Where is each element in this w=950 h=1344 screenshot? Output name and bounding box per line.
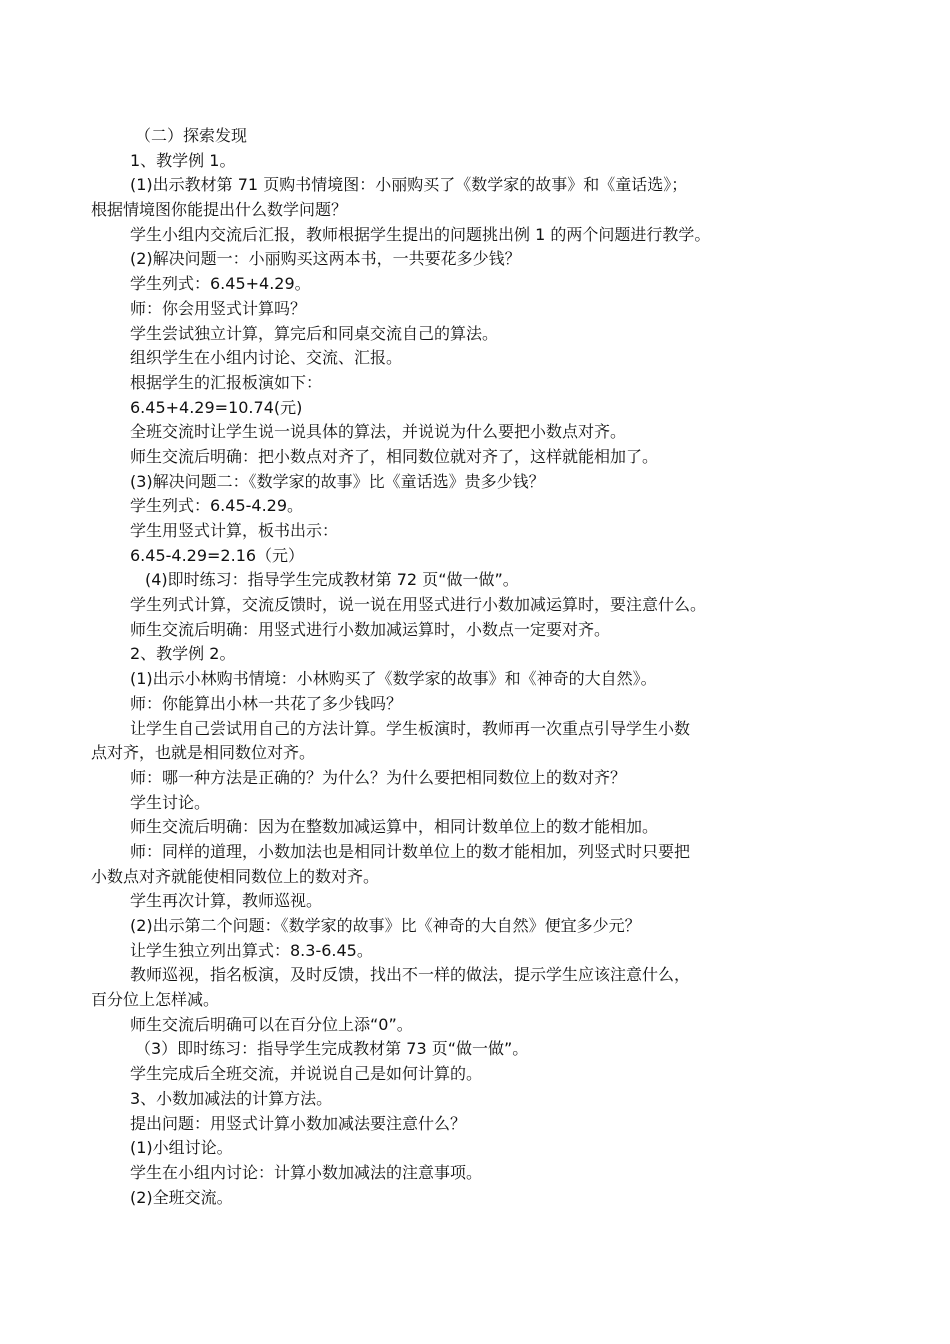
document-body bbox=[91, 124, 811, 1210]
paragraph-line: (1)出示教材第 71 页购书情境图：小丽购买了《数学家的故事》和《童话选》； bbox=[130, 175, 688, 195]
paragraph-line: 小数点对齐就能使相同数位上的数对齐。 bbox=[91, 866, 380, 886]
paragraph-line: 让学生独立列出算式：8.3-6.45。 bbox=[130, 940, 373, 960]
paragraph-line: 师：同样的道理，小数加法也是相同计数单位上的数才能相加，列竖式时只要把 bbox=[130, 841, 691, 861]
paragraph-line: 师生交流后明确可以在百分位上添“0”。 bbox=[130, 1014, 413, 1034]
paragraph-line: (1)出示小林购书情境：小林购买了《数学家的故事》和《神奇的大自然》。 bbox=[130, 669, 657, 689]
paragraph-line: （3）即时练习：指导学生完成教材第 73 页“做一做”。 bbox=[135, 1039, 529, 1059]
paragraph-line: (4)即时练习：指导学生完成教材第 72 页“做一做”。 bbox=[145, 570, 519, 590]
paragraph-line: 学生小组内交流后汇报，教师根据学生提出的问题挑出例 1 的两个问题进行教学。 bbox=[130, 224, 711, 244]
paragraph-line: 师生交流后明确：把小数点对齐了，相同数位就对齐了，这样就能相加了。 bbox=[130, 446, 659, 466]
paragraph-line: 组织学生在小组内讨论、交流、汇报。 bbox=[130, 348, 403, 368]
paragraph-line: (2)解决问题一：小丽购买这两本书，一共要花多少钱？ bbox=[130, 249, 521, 269]
paragraph-line: 让学生自己尝试用自己的方法计算。学生板演时，教师再一次重点引导学生小数 bbox=[130, 718, 691, 738]
paragraph-line: (3)解决问题二：《数学家的故事》比《童话选》贵多少钱？ bbox=[130, 471, 545, 491]
paragraph-line: 学生用竖式计算，板书出示： bbox=[130, 521, 339, 540]
paragraph-line: (2)出示第二个问题：《数学家的故事》比《神奇的大自然》便宜多少元？ bbox=[130, 916, 641, 935]
paragraph-line: (1)小组讨论。 bbox=[130, 1138, 233, 1158]
paragraph-line: 学生列式：6.45+4.29。 bbox=[130, 274, 311, 294]
paragraph-line: 师：你能算出小林一共花了多少钱吗？ bbox=[130, 693, 403, 713]
paragraph-line: 学生在小组内讨论：计算小数加减法的注意事项。 bbox=[130, 1162, 483, 1182]
paragraph-line: 学生讨论。 bbox=[130, 792, 211, 812]
paragraph-line: 根据学生的汇报板演如下： bbox=[130, 372, 323, 392]
paragraph-line: 学生列式计算，交流反馈时，说一说在用竖式进行小数加减运算时，要注意什么。 bbox=[130, 595, 707, 615]
paragraph-line: 教师巡视，指名板演，及时反馈，找出不一样的做法，提示学生应该注意什么， bbox=[130, 965, 691, 985]
subsection-heading: 3、小数加减法的计算方法。 bbox=[130, 1088, 333, 1108]
subsection-heading: 2、教学例 2。 bbox=[130, 644, 236, 664]
paragraph-line: 全班交流时让学生说一说具体的算法，并说说为什么要把小数点对齐。 bbox=[130, 422, 627, 442]
paragraph-line: (2)全班交流。 bbox=[130, 1187, 233, 1207]
equation-line: 6.45-4.29=2.16（元） bbox=[130, 545, 305, 565]
paragraph-line: 师生交流后明确：用竖式进行小数加减运算时，小数点一定要对齐。 bbox=[130, 619, 611, 639]
paragraph-line: 百分位上怎样减。 bbox=[91, 990, 220, 1010]
paragraph-line: 学生尝试独立计算，算完后和同桌交流自己的算法。 bbox=[130, 323, 499, 343]
paragraph-line: 根据情境图你能提出什么数学问题？ bbox=[91, 200, 348, 220]
equation-line: 6.45+4.29=10.74(元) bbox=[130, 397, 303, 417]
paragraph-line: 师：哪一种方法是正确的？为什么？为什么要把相同数位上的数对齐？ bbox=[130, 767, 627, 787]
paragraph-line: 点对齐，也就是相同数位对齐。 bbox=[91, 743, 316, 763]
paragraph-line: 学生再次计算，教师巡视。 bbox=[130, 891, 323, 911]
subsection-heading: 1、教学例 1。 bbox=[130, 150, 236, 170]
paragraph-line: 学生完成后全班交流，并说说自己是如何计算的。 bbox=[130, 1064, 483, 1084]
paragraph-line: 师：你会用竖式计算吗？ bbox=[130, 298, 307, 318]
paragraph-line: 师生交流后明确：因为在整数加减运算中，相同计数单位上的数才能相加。 bbox=[130, 817, 659, 837]
section-heading: （二）探索发现 bbox=[135, 126, 248, 145]
paragraph-line: 提出问题：用竖式计算小数加减法要注意什么？ bbox=[130, 1113, 467, 1133]
paragraph-line: 学生列式：6.45-4.29。 bbox=[130, 496, 304, 516]
